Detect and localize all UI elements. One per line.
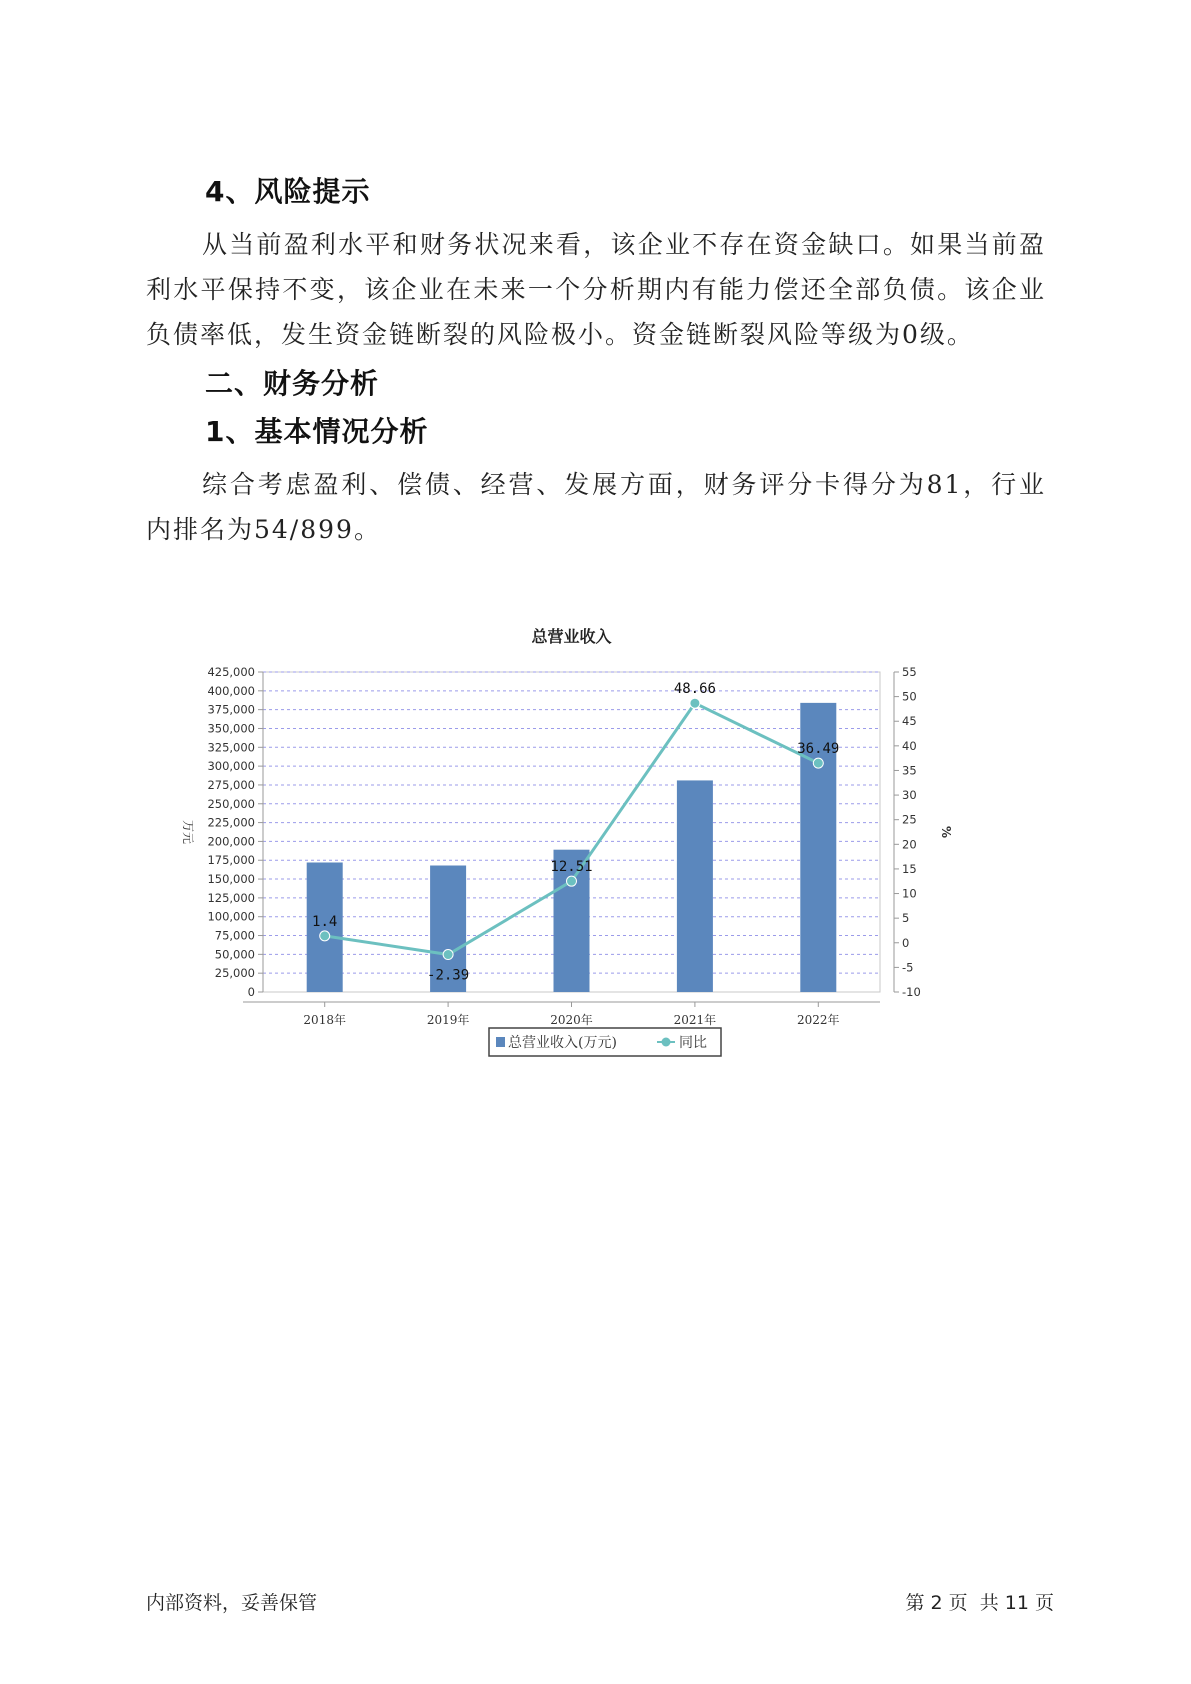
yoy-data-label: 36.49 [797, 741, 840, 758]
y-tick-label: 325,000 [207, 740, 255, 755]
y-tick-label: 125,000 [207, 890, 255, 905]
footer-confidential-note: 内部资料，妥善保管 [146, 1592, 318, 1614]
section-heading-risk: 4、风险提示 [205, 175, 371, 208]
y-tick-label: 275,000 [207, 777, 255, 792]
yoy-data-label: 48.66 [673, 681, 716, 698]
revenue-chart-svg [170, 610, 970, 1080]
y2-tick-label: 20 [902, 837, 917, 852]
x-tick-label: 2020年 [550, 1013, 593, 1027]
yoy-point [320, 931, 330, 941]
y2-tick-label: 0 [902, 935, 910, 950]
y-tick-label: 400,000 [207, 683, 255, 698]
legend-bar-label: 总营业收入(万元) [508, 1035, 617, 1051]
y2-tick-label: 5 [902, 911, 910, 926]
y-tick-label: 375,000 [207, 702, 255, 717]
y-tick-label: 300,000 [207, 759, 255, 774]
y2-tick-label: 30 [902, 788, 917, 803]
y-tick-label: 250,000 [207, 796, 255, 811]
yoy-point [690, 698, 700, 708]
yoy-data-label: 12.51 [550, 859, 593, 876]
chart-title: 总营业收入 [531, 627, 612, 646]
y2-tick-label: -10 [902, 985, 921, 999]
y-tick-label: 350,000 [207, 721, 255, 736]
y2-tick-label: 10 [902, 886, 917, 901]
y-tick-label: 25,000 [214, 966, 255, 981]
y2-tick-label: 25 [902, 812, 917, 827]
y2-tick-label: 15 [902, 861, 917, 876]
legend-line-marker [662, 1038, 671, 1047]
x-tick-label: 2019年 [426, 1013, 470, 1027]
y-tick-label: 175,000 [207, 853, 255, 868]
yoy-data-label: 1.4 [312, 913, 338, 930]
y-tick-label: 0 [247, 985, 255, 999]
footer-page-number: 第 2 页 共 11 页 [905, 1592, 1054, 1614]
x-tick-label: 2018年 [303, 1013, 346, 1027]
yoy-data-label: -2.39 [427, 967, 470, 984]
y-tick-label: 100,000 [207, 909, 255, 924]
revenue-bar [677, 780, 713, 992]
y2-tick-label: 45 [902, 714, 917, 729]
legend-line-label: 同比 [679, 1035, 707, 1051]
y2-tick-label: 55 [902, 665, 917, 679]
y2-tick-label: 40 [902, 738, 917, 753]
y2-axis-label: % [939, 825, 953, 839]
x-tick-label: 2022年 [797, 1013, 840, 1027]
x-tick-label: 2021年 [673, 1013, 717, 1027]
section-heading-finance: 二、财务分析 [205, 367, 380, 400]
y2-tick-label: 50 [902, 689, 917, 704]
yoy-point [567, 876, 577, 886]
yoy-point [813, 758, 823, 768]
y2-tick-label: -5 [902, 960, 914, 975]
legend-bar-swatch [496, 1037, 505, 1047]
revenue-chart [170, 610, 970, 1080]
finance-paragraph: 综合考虑盈利、偿债、经营、发展方面，财务评分卡得分为81，行业内排名为54/899。 [146, 470, 1046, 544]
yoy-point [443, 950, 453, 960]
y-tick-label: 75,000 [214, 928, 255, 943]
y-tick-label: 425,000 [207, 665, 255, 679]
subsection-heading-basic: 1、基本情况分析 [205, 415, 429, 448]
risk-paragraph: 从当前盈利水平和财务状况来看，该企业不存在资金缺口。如果当前盈利水平保持不变，该企业在未来一个分析期内有能力偿还全部负债。该企业负债率低，发生资金链断裂的风险极小。资金链断裂风险等级为0级。 [146, 230, 1046, 349]
y2-tick-label: 35 [902, 763, 917, 778]
y-tick-label: 225,000 [207, 815, 255, 830]
y-tick-label: 200,000 [207, 834, 255, 849]
y-tick-label: 50,000 [214, 947, 255, 962]
y-axis-label: 万元 [181, 819, 195, 845]
y-tick-label: 150,000 [207, 872, 255, 887]
